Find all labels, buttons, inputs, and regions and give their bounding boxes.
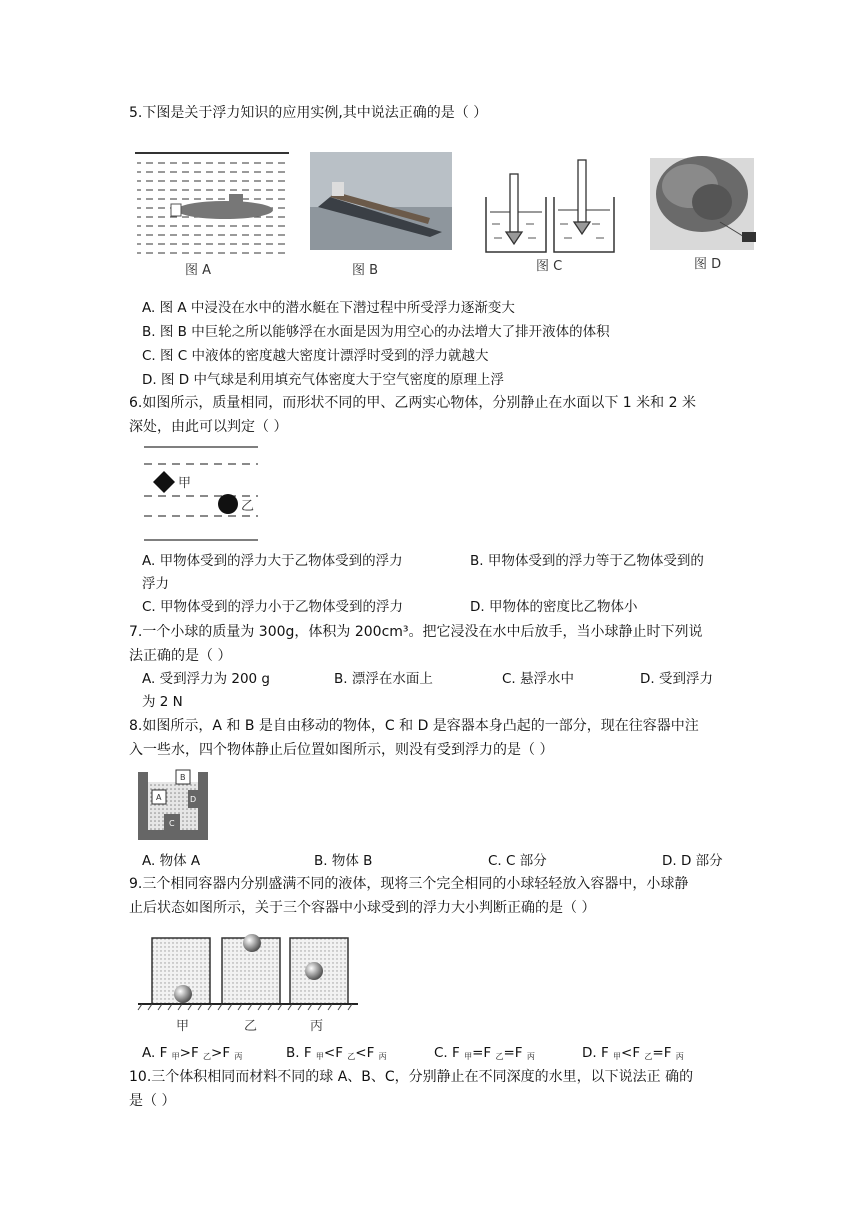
q6-option-c[interactable]: C. 甲物体受到的浮力小于乙物体受到的浮力 bbox=[142, 599, 404, 615]
q5-option-d[interactable]: D. 图 D 中气球是利用填充气体密度大于空气密度的原理上浮 bbox=[142, 372, 504, 388]
q7-option-b[interactable]: B. 漂浮在水面上 bbox=[334, 671, 433, 687]
q5-option-c[interactable]: C. 图 C 中液体的密度越大密度计漂浮时受到的浮力就越大 bbox=[142, 348, 489, 364]
ball-jia bbox=[174, 985, 192, 1003]
svg-text:D: D bbox=[190, 795, 197, 804]
q7-option-c[interactable]: C. 悬浮水中 bbox=[502, 671, 575, 687]
q5-caption-d: 图 D bbox=[694, 257, 722, 272]
q9-option-a[interactable]: A. F $_甲$>F $_乙$>F $_丙$ bbox=[142, 1045, 243, 1061]
q6-option-b-cont: 浮力 bbox=[142, 576, 169, 592]
q9-option-b[interactable]: B. F $_甲$<F $_乙$<F $_丙$ bbox=[286, 1045, 387, 1061]
ball-object-yi bbox=[218, 494, 238, 514]
q10-stem-line1: 10.三个体积相同而材料不同的球 A、B、C，分别静止在不同深度的水里，以下说法正 确的 bbox=[129, 1069, 694, 1085]
q9-figure bbox=[136, 930, 361, 1040]
caption-jia: 甲 bbox=[176, 1019, 190, 1034]
q8-option-a[interactable]: A. 物体 A bbox=[142, 853, 201, 869]
q5-caption-a: 图 A bbox=[185, 263, 212, 278]
q7-stem-line2: 法正确的是（ ） bbox=[129, 648, 232, 664]
q8-stem-line1: 8.如图所示，A 和 B 是自由移动的物体，C 和 D 是容器本身凸起的一部分，现在往容器中注 bbox=[129, 718, 699, 734]
svg-text:B: B bbox=[180, 773, 186, 782]
q5-caption-b: 图 B bbox=[352, 263, 379, 278]
q9-option-c[interactable]: C. F $_甲$=F $_乙$=F $_丙$ bbox=[434, 1045, 535, 1061]
q7-stem-line1: 7.一个小球的质量为 300g，体积为 200cm³。把它浸没在水中后放手，当小球静止时下列说 bbox=[129, 624, 703, 640]
q8-figure bbox=[138, 768, 218, 843]
q6-option-d[interactable]: D. 甲物体的密度比乙物体小 bbox=[470, 599, 638, 615]
q5-figure-a bbox=[133, 150, 293, 280]
caption-bing: 丙 bbox=[310, 1019, 324, 1034]
q5-option-b[interactable]: B. 图 B 中巨轮之所以能够浮在水面是因为用空心的办法增大了排开液体的体积 bbox=[142, 324, 610, 340]
q5-option-a[interactable]: A. 图 A 中浸没在水中的潜水艇在下潜过程中所受浮力逐渐变大 bbox=[142, 300, 515, 316]
q6-stem-line1: 6.如图所示，质量相同，而形状不同的甲、乙两实心物体，分别静止在水面以下 1 米和 2 米 bbox=[129, 395, 696, 411]
q8-option-b[interactable]: B. 物体 B bbox=[314, 853, 373, 869]
q5-figure-c bbox=[480, 152, 630, 280]
q9-option-d[interactable]: D. F $_甲$<F $_乙$=F $_丙$ bbox=[582, 1045, 684, 1061]
ball-yi bbox=[243, 934, 261, 952]
label-jia: 甲 bbox=[178, 476, 192, 491]
q8-option-d[interactable]: D. D 部分 bbox=[662, 853, 723, 869]
ball-bing bbox=[305, 962, 323, 980]
q6-figure bbox=[140, 444, 265, 544]
q9-stem-line1: 9.三个相同容器内分别盛满不同的液体，现将三个完全相同的小球轻轻放入容器中，小球静 bbox=[129, 876, 689, 892]
q5-figure-b bbox=[310, 152, 455, 280]
svg-text:C: C bbox=[169, 819, 175, 828]
q7-option-d-cont: 为 2 N bbox=[142, 694, 183, 710]
diamond-object-jia bbox=[153, 471, 175, 493]
q6-option-a[interactable]: A. 甲物体受到的浮力大于乙物体受到的浮力 bbox=[142, 553, 403, 569]
q5-caption-c: 图 C bbox=[536, 259, 563, 274]
svg-text:A: A bbox=[156, 793, 162, 802]
q5-stem: 5.下图是关于浮力知识的应用实例,其中说法正确的是（ ） bbox=[129, 105, 488, 121]
q8-stem-line2: 入一些水，四个物体静止后位置如图所示，则没有受到浮力的是（ ） bbox=[129, 742, 554, 758]
label-yi: 乙 bbox=[241, 499, 255, 514]
q6-option-b[interactable]: B. 甲物体受到的浮力等于乙物体受到的 bbox=[470, 553, 704, 569]
q5-figure-d bbox=[650, 150, 790, 276]
q9-stem-line2: 止后状态如图所示，关于三个容器中小球受到的浮力大小判断正确的是（ ） bbox=[129, 900, 596, 916]
q10-stem-line2: 是（ ） bbox=[129, 1093, 176, 1109]
q8-option-c[interactable]: C. C 部分 bbox=[488, 853, 547, 869]
q7-option-d[interactable]: D. 受到浮力 bbox=[640, 671, 713, 687]
q7-option-a[interactable]: A. 受到浮力为 200 g bbox=[142, 671, 270, 687]
caption-yi: 乙 bbox=[244, 1019, 258, 1034]
hydrometer-icon bbox=[506, 160, 590, 244]
q6-stem-line2: 深处，由此可以判定（ ） bbox=[129, 419, 288, 435]
